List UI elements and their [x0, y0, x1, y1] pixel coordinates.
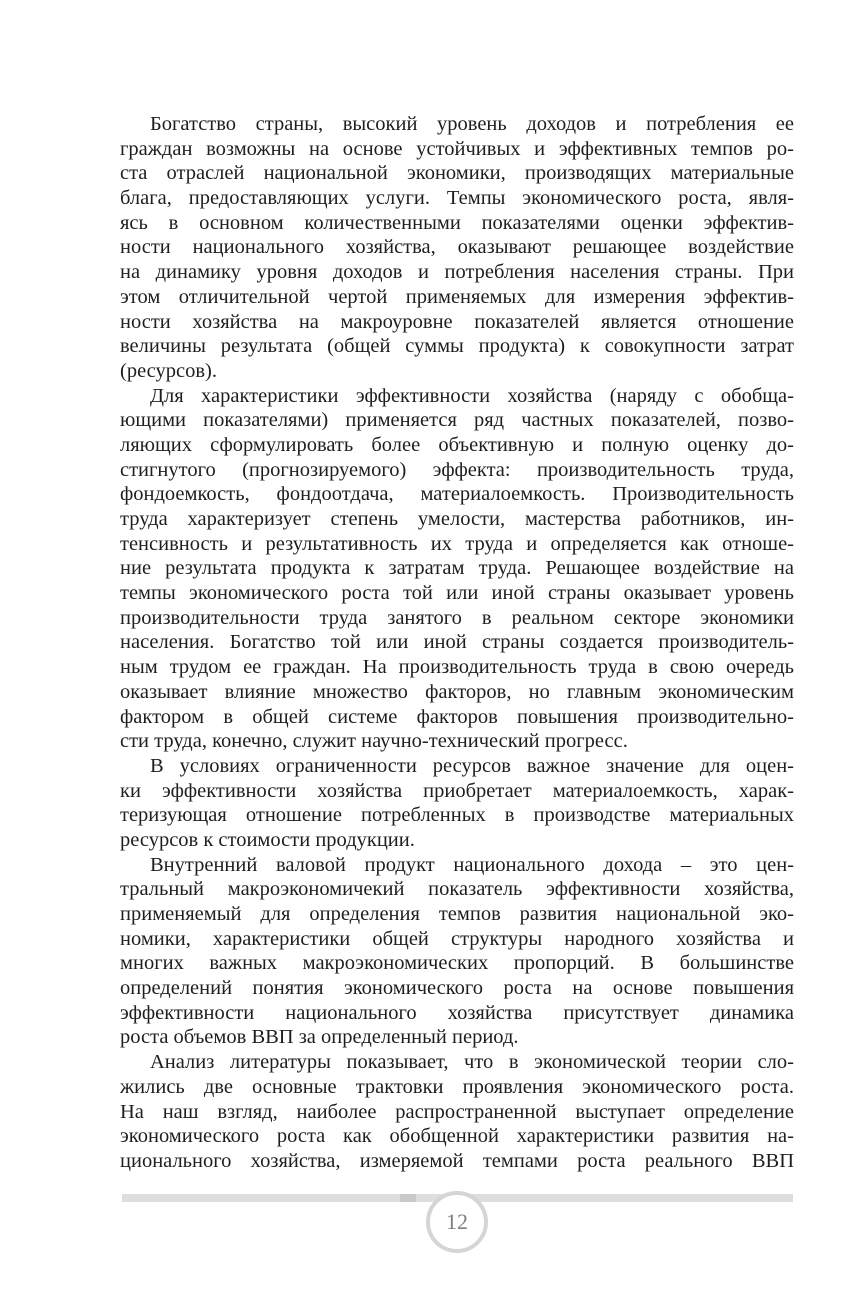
text-line: Внутренний валовой продукт национального дохода – это цен-: [150, 853, 794, 876]
text-line: граждан возможны на основе устойчивых и эффективных темпов ро-: [120, 137, 794, 160]
page-number-badge: [426, 1191, 488, 1253]
text-line: многих важных макроэкономических пропорций. В большинстве: [120, 952, 794, 975]
footer-rule-shadow-left: [400, 1194, 416, 1202]
text-line: ясь в основном количественными показателями оценки эффектив-: [120, 211, 794, 234]
text-line: ционального хозяйства, измеряемой темпами роста реального ВВП: [120, 1149, 794, 1172]
text-line: В условиях ограниченности ресурсов важное значение для оцен-: [150, 754, 794, 777]
text-line: Богатство страны, высокий уровень доходов и потребления ее: [150, 113, 794, 135]
text-line: ки эффективности хозяйства приобретает материалоемкость, харак-: [120, 779, 794, 802]
text-line: номики, характеристики общей структуры народного хозяйства и: [120, 927, 794, 950]
text-line: фактором в общей системе факторов повышения производительно-: [120, 705, 794, 728]
text-line: темпы экономического роста той или иной страны оказывает уровень: [120, 582, 794, 605]
text-line: этом отличительной чертой применяемых для измерения эффектив-: [120, 285, 794, 308]
text-line: ности национального хозяйства, оказывают решающее воздействие: [120, 236, 794, 259]
paragraph: [120, 1050, 794, 1173]
text-line: роста объемов ВВП за определенный период.: [120, 1026, 519, 1049]
paragraph: [120, 754, 794, 853]
text-line: тенсивность и результативность их труда и определяется как отноше-: [120, 532, 794, 555]
text-line: производительности труда занятого в реальном секторе экономики: [120, 606, 794, 629]
text-line: экономического роста как обобщенной характеристики развития на-: [120, 1125, 794, 1148]
text-line: ным трудом ее граждан. На производительность труда в свою очередь: [120, 656, 794, 679]
text-line: эффективности национального хозяйства присутствует динамика: [120, 1001, 794, 1024]
text-line: ющими показателями) применяется ряд частных показателей, позво-: [120, 409, 794, 432]
text-line: ляющих сформулировать более объективную и полную оценку до-: [120, 433, 794, 456]
text-line: тральный макроэкономичекий показатель эффективности хозяйства,: [120, 878, 794, 901]
text-line: ресурсов к стоимости продукции.: [120, 828, 415, 851]
text-line: ности хозяйства на макроуровне показателей является отношение: [120, 310, 794, 333]
text-line: величины результата (общей суммы продукта) к совокупности затрат: [120, 335, 794, 358]
text-line: Для характеристики эффективности хозяйства (наряду с обобща-: [150, 384, 794, 407]
text-line: Анализ литературы показывает, что в экономической теории сло-: [150, 1051, 794, 1074]
text-line: теризующая отношение потребленных в производстве материальных: [120, 804, 794, 827]
text-line: (ресурсов).: [120, 359, 217, 382]
paragraph: [120, 384, 794, 754]
text-line: населения. Богатство той или иной страны создается производитель-: [120, 631, 794, 654]
text-line: оказывает влияние множество факторов, но главным экономическим: [120, 680, 794, 703]
text-line: стигнутого (прогнозируемого) эффекта: производительность труда,: [120, 458, 794, 481]
paragraph: [120, 853, 794, 1051]
text-line: жились две основные трактовки проявления экономического роста.: [120, 1075, 794, 1098]
text-line: ние результата продукта к затратам труда. Решающее воздействие на: [120, 557, 794, 580]
text-line: определений понятия экономического роста на основе повышения: [120, 977, 794, 1000]
text-line: фондоемкость, фондоотдача, материалоемкость. Производительность: [120, 483, 794, 506]
text-line: На наш взгляд, наиболее распространенной выступает определение: [120, 1100, 794, 1123]
text-line: труда характеризует степень умелости, мастерства работников, ин-: [120, 508, 794, 530]
text-line: на динамику уровня доходов и потребления населения страны. При: [120, 261, 794, 284]
page-number: 12: [446, 1209, 468, 1234]
paragraph: [120, 112, 794, 384]
text-line: сти труда, конечно, служит научно-технический прогресс.: [120, 730, 628, 753]
text-line: применяемый для определения темпов развития национальной эко-: [120, 903, 794, 925]
text-line: ста отраслей национальной экономики, производящих материальные: [120, 162, 794, 185]
text-line: блага, предоставляющих услуги. Темпы экономического роста, явля-: [120, 187, 794, 210]
page-text: [120, 112, 794, 1174]
